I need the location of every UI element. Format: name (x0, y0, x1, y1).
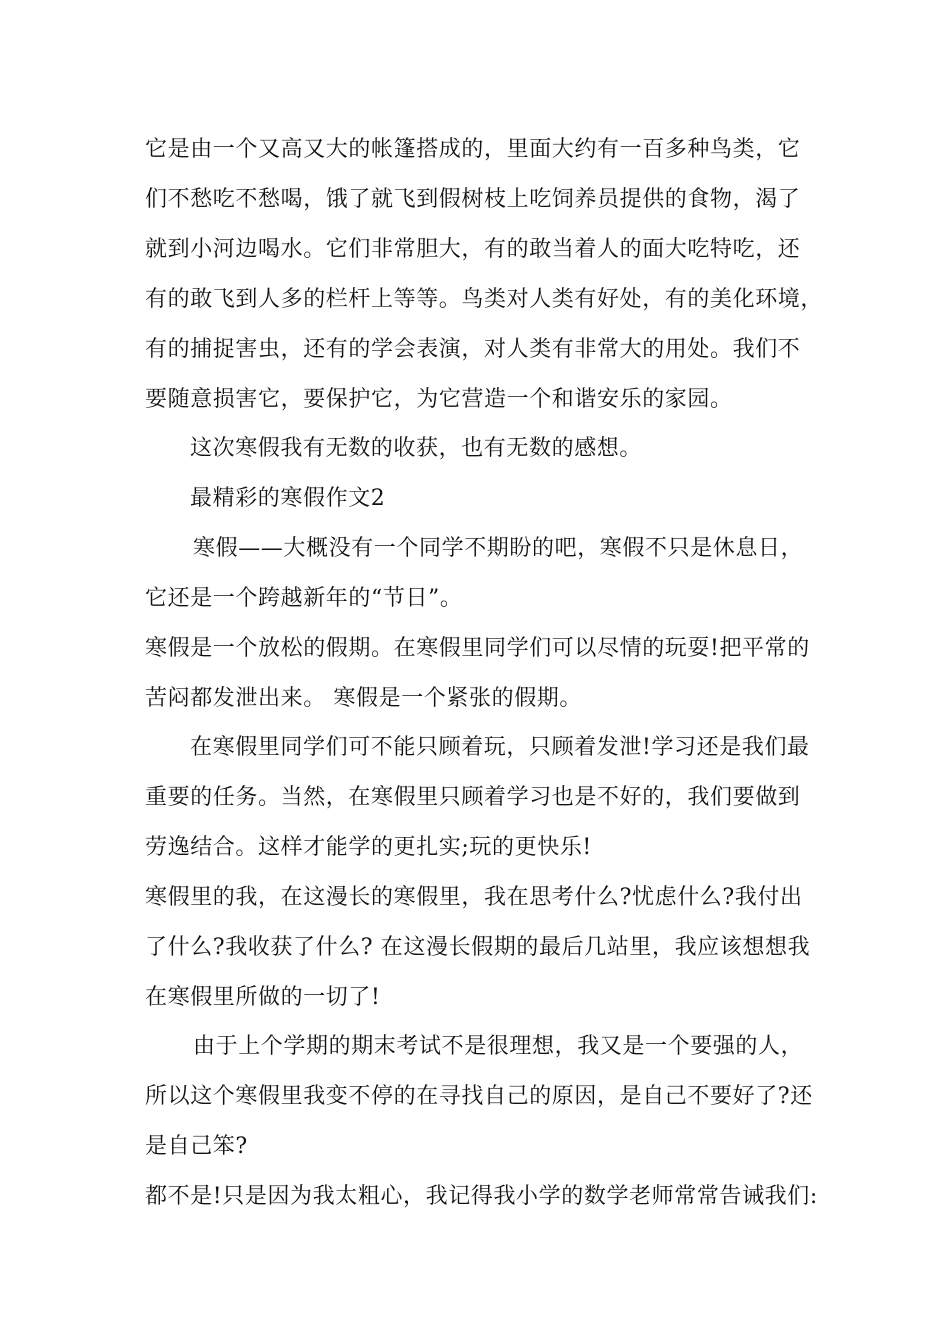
text-line: 寒假——大概没有一个同学不期盼的吧，寒假不只是休息日， (193, 536, 804, 561)
text-line: 寒假是一个放松的假期。在寒假里同学们可以尽情的玩耍!把平常的 (145, 636, 810, 661)
text-line: 了什么?我收获了什么? 在这漫长假期的最后几站里，我应该想想我 (145, 935, 811, 960)
text-line: 它还是一个跨越新年的“节日”。 (145, 586, 463, 611)
text-line: 寒假里的我，在这漫长的寒假里，我在思考什么?忧虑什么?我付出 (145, 885, 803, 910)
text-line: 就到小河边喝水。它们非常胆大，有的敢当着人的面大吃特吃，还 (145, 237, 801, 262)
text-line: 要随意损害它，要保护它，为它营造一个和谐安乐的家园。 (145, 387, 733, 412)
text-line: 所以这个寒假里我变不停的在寻找自己的原因，是自己不要好了?还 (145, 1084, 813, 1109)
text-line: 有的敢飞到人多的栏杆上等等。鸟类对人类有好处，有的美化环境， (145, 287, 824, 312)
text-line: 都不是!只是因为我太粗心，我记得我小学的数学老师常常告诫我们: (145, 1184, 818, 1209)
text-line: 们不愁吃不愁喝，饿了就飞到假树枝上吃饲养员提供的食物，渴了 (145, 187, 801, 212)
text-line: 有的捕捉害虫，还有的学会表演，对人类有非常大的用处。我们不 (145, 337, 801, 362)
text-line: 它是由一个又高又大的帐篷搭成的，里面大约有一百多种鸟类，它 (145, 137, 801, 162)
text-line: 是自己笨? (145, 1134, 248, 1159)
text-line: 在寒假里所做的一切了! (145, 985, 381, 1010)
text-line: 劳逸结合。这样才能学的更扎实;玩的更快乐! (145, 835, 592, 860)
text-line: 这次寒假我有无数的收获，也有无数的感想。 (190, 436, 643, 461)
text-line: 重要的任务。当然，在寒假里只顾着学习也是不好的，我们要做到 (145, 785, 801, 810)
text-line: 苦闷都发泄出来。 寒假是一个紧张的假期。 (145, 686, 582, 711)
section-heading: 最精彩的寒假作文2 (190, 486, 386, 511)
text-line: 在寒假里同学们可不能只顾着玩，只顾着发泄!学习还是我们最 (190, 735, 810, 760)
text-line: 由于上个学期的期末考试不是很理想，我又是一个要强的人， (193, 1034, 804, 1059)
